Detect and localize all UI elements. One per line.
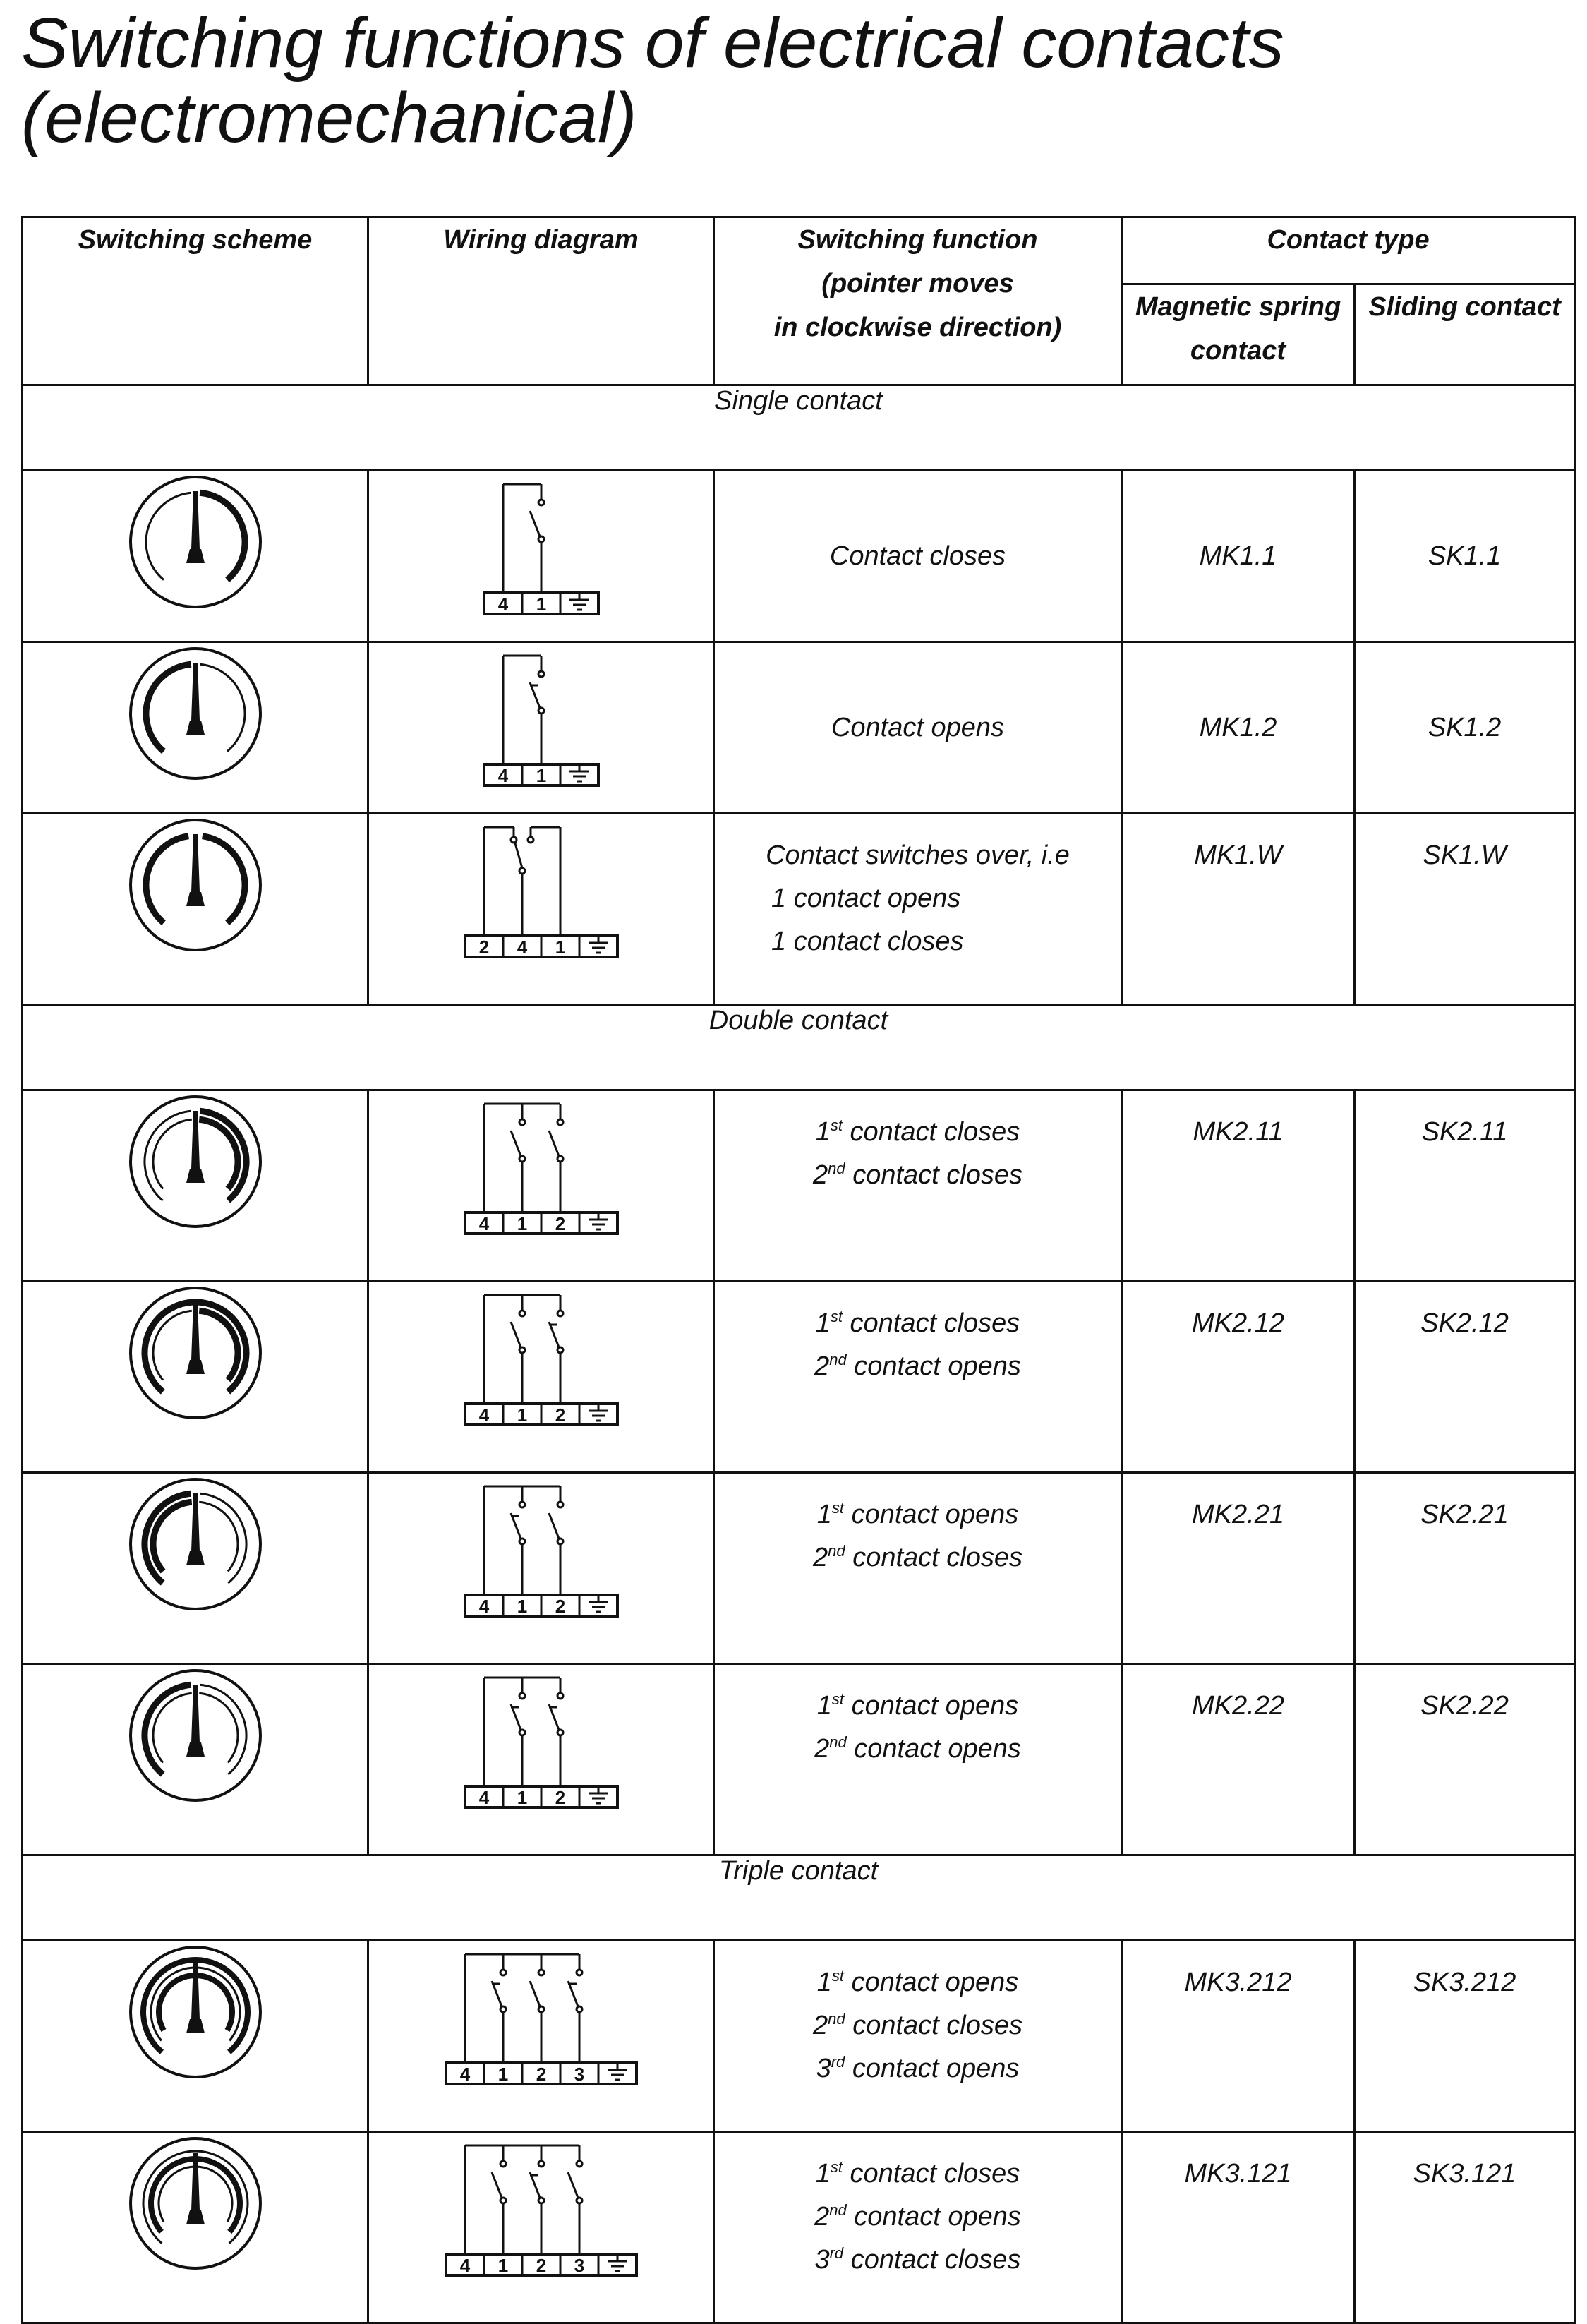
magnetic-spring-contact-code: MK2.22 — [1122, 1664, 1355, 1855]
sliding-contact-code: SK2.12 — [1355, 1282, 1575, 1473]
svg-text:4: 4 — [497, 765, 508, 786]
title-line-2: (electromechanical) — [21, 78, 637, 157]
switching-function-cell — [714, 1282, 1122, 1473]
wiring-diagram-icon — [458, 1474, 624, 1622]
svg-text:4: 4 — [497, 594, 508, 615]
svg-text:3: 3 — [574, 2064, 584, 2085]
sliding-contact-code: SK3.212 — [1355, 1941, 1575, 2132]
wiring-diagram-cell — [368, 642, 714, 814]
sliding-contact-code: SK1.2 — [1355, 642, 1575, 814]
switching-function-cell — [714, 642, 1122, 814]
svg-text:2: 2 — [555, 1596, 565, 1617]
sliding-contact-code: SK2.21 — [1355, 1473, 1575, 1664]
function-line: 1st contact opens — [816, 1499, 1019, 1529]
switching-scheme-gauge-icon — [125, 471, 266, 613]
header-function-line-3: in clockwise direction) — [773, 313, 1062, 342]
switching-scheme-gauge-icon — [125, 643, 266, 784]
function-line: 2nd contact opens — [814, 2201, 1021, 2232]
svg-text:1: 1 — [517, 1404, 527, 1426]
switching-scheme-cell — [23, 814, 368, 1005]
wiring-diagram-icon — [458, 814, 624, 963]
svg-text:1: 1 — [555, 937, 565, 958]
switching-function-cell — [714, 1664, 1122, 1855]
function-line: 1st contact closes — [815, 1308, 1020, 1338]
svg-text:2: 2 — [555, 1404, 565, 1426]
switching-function-cell — [714, 814, 1122, 1005]
switching-scheme-cell — [23, 1473, 368, 1664]
switching-function-cell — [714, 2132, 1122, 2323]
wiring-diagram-icon — [439, 1941, 644, 2090]
svg-text:4: 4 — [478, 1596, 489, 1617]
sliding-contact-code: SK2.11 — [1355, 1090, 1575, 1282]
sliding-contact-code: SK2.22 — [1355, 1664, 1575, 1855]
magnetic-spring-contact-code: MK2.21 — [1122, 1473, 1355, 1664]
page-title — [21, 6, 1559, 155]
function-line: 1 contact closes — [771, 927, 964, 956]
switching-scheme-gauge-icon — [125, 1091, 266, 1232]
switching-scheme-gauge-icon — [125, 1665, 266, 1806]
switching-functions-table — [21, 216, 1576, 2324]
switching-scheme-cell — [23, 642, 368, 814]
wiring-diagram-icon — [458, 1091, 624, 1239]
header-sliding-contact: Sliding contact — [1355, 284, 1575, 385]
header-contact-type: Contact type — [1122, 217, 1575, 284]
sliding-contact-code: SK3.121 — [1355, 2132, 1575, 2323]
section-double-contact: Double contact — [23, 1005, 1575, 1090]
svg-text:2: 2 — [555, 1213, 565, 1234]
function-line: 2nd contact closes — [813, 1542, 1022, 1572]
magnetic-spring-contact-code: MK1.W — [1122, 814, 1355, 1005]
switching-scheme-cell — [23, 1664, 368, 1855]
function-line: Contact switches over, i.e — [766, 841, 1070, 870]
switching-scheme-cell — [23, 1282, 368, 1473]
wiring-diagram-icon — [439, 2133, 644, 2281]
header-function-line-2: (pointer moves — [821, 269, 1014, 299]
switching-scheme-cell — [23, 1090, 368, 1282]
table-row — [23, 1941, 1575, 2132]
wiring-diagram-cell — [368, 1664, 714, 1855]
svg-text:2: 2 — [536, 2064, 546, 2085]
svg-text:4: 4 — [517, 937, 527, 958]
function-line: 1 contact opens — [771, 884, 961, 913]
switching-scheme-gauge-icon — [125, 1941, 266, 2083]
switching-scheme-cell — [23, 1941, 368, 2132]
table-row — [23, 1664, 1575, 1855]
switching-scheme-gauge-icon — [125, 814, 266, 956]
svg-text:2: 2 — [536, 2255, 546, 2276]
magnetic-spring-contact-code: MK2.12 — [1122, 1282, 1355, 1473]
section-triple-contact: Triple contact — [23, 1855, 1575, 1941]
wiring-diagram-cell — [368, 1090, 714, 1282]
function-line: 2nd contact opens — [814, 1351, 1021, 1381]
svg-text:3: 3 — [574, 2255, 584, 2276]
svg-text:2: 2 — [555, 1787, 565, 1808]
header-magnetic-line-1: Magnetic spring — [1135, 292, 1341, 322]
header-switching-scheme: Switching scheme — [23, 217, 368, 385]
function-line: Contact opens — [831, 712, 1005, 742]
switching-scheme-gauge-icon — [125, 1474, 266, 1615]
table-row — [23, 1090, 1575, 1282]
switching-function-cell — [714, 1941, 1122, 2132]
table-row — [23, 2132, 1575, 2323]
function-line: 1st contact closes — [815, 2158, 1020, 2188]
function-line: 1st contact opens — [816, 1690, 1019, 1721]
table-row — [23, 1473, 1575, 1664]
magnetic-spring-contact-code: MK3.212 — [1122, 1941, 1355, 2132]
switching-scheme-gauge-icon — [125, 1282, 266, 1423]
function-line: 2nd contact closes — [813, 1160, 1022, 1190]
svg-text:1: 1 — [517, 1213, 527, 1234]
function-line: 1st contact closes — [815, 1116, 1020, 1147]
svg-text:4: 4 — [459, 2064, 470, 2085]
table-row — [23, 642, 1575, 814]
magnetic-spring-contact-code: MK1.2 — [1122, 642, 1355, 814]
wiring-diagram-icon — [477, 643, 605, 791]
function-line: 3rd contact opens — [816, 2053, 1020, 2083]
svg-text:4: 4 — [478, 1213, 489, 1234]
switching-function-cell — [714, 471, 1122, 642]
wiring-diagram-icon — [458, 1282, 624, 1431]
svg-text:1: 1 — [517, 1596, 527, 1617]
header-function-line-1: Switching function — [797, 225, 1038, 255]
wiring-diagram-cell — [368, 2132, 714, 2323]
svg-text:4: 4 — [478, 1404, 489, 1426]
magnetic-spring-contact-code: MK3.121 — [1122, 2132, 1355, 2323]
function-line: 2nd contact opens — [814, 1733, 1021, 1764]
function-line: 2nd contact closes — [813, 2010, 1022, 2040]
switching-scheme-cell — [23, 471, 368, 642]
wiring-diagram-icon — [477, 471, 605, 620]
svg-text:4: 4 — [459, 2255, 470, 2276]
wiring-diagram-cell — [368, 1473, 714, 1664]
wiring-diagram-cell — [368, 1282, 714, 1473]
function-line: 1st contact opens — [816, 1967, 1019, 1997]
function-line: Contact closes — [829, 541, 1006, 571]
svg-text:1: 1 — [497, 2255, 508, 2276]
switching-function-cell — [714, 1090, 1122, 1282]
sliding-contact-code: SK1.1 — [1355, 471, 1575, 642]
switching-scheme-cell — [23, 2132, 368, 2323]
wiring-diagram-cell — [368, 1941, 714, 2132]
header-switching-function — [714, 217, 1122, 385]
table-row — [23, 814, 1575, 1005]
svg-text:2: 2 — [478, 937, 489, 958]
wiring-diagram-cell — [368, 471, 714, 642]
table-row — [23, 1282, 1575, 1473]
switching-scheme-gauge-icon — [125, 2133, 266, 2274]
magnetic-spring-contact-code: MK1.1 — [1122, 471, 1355, 642]
magnetic-spring-contact-code: MK2.11 — [1122, 1090, 1355, 1282]
wiring-diagram-icon — [458, 1665, 624, 1813]
header-magnetic-spring-contact — [1122, 284, 1355, 385]
switching-function-cell — [714, 1473, 1122, 1664]
svg-text:4: 4 — [478, 1787, 489, 1808]
section-single-contact: Single contact — [23, 385, 1575, 471]
svg-text:1: 1 — [517, 1787, 527, 1808]
sliding-contact-code: SK1.W — [1355, 814, 1575, 1005]
svg-text:1: 1 — [536, 594, 546, 615]
header-magnetic-line-2: contact — [1190, 336, 1286, 366]
header-wiring-diagram: Wiring diagram — [368, 217, 714, 385]
svg-text:1: 1 — [497, 2064, 508, 2085]
svg-text:1: 1 — [536, 765, 546, 786]
wiring-diagram-cell — [368, 814, 714, 1005]
function-line: 3rd contact closes — [814, 2244, 1021, 2275]
table-row — [23, 471, 1575, 642]
title-line-1: Switching functions of electrical contacts — [21, 4, 1284, 83]
